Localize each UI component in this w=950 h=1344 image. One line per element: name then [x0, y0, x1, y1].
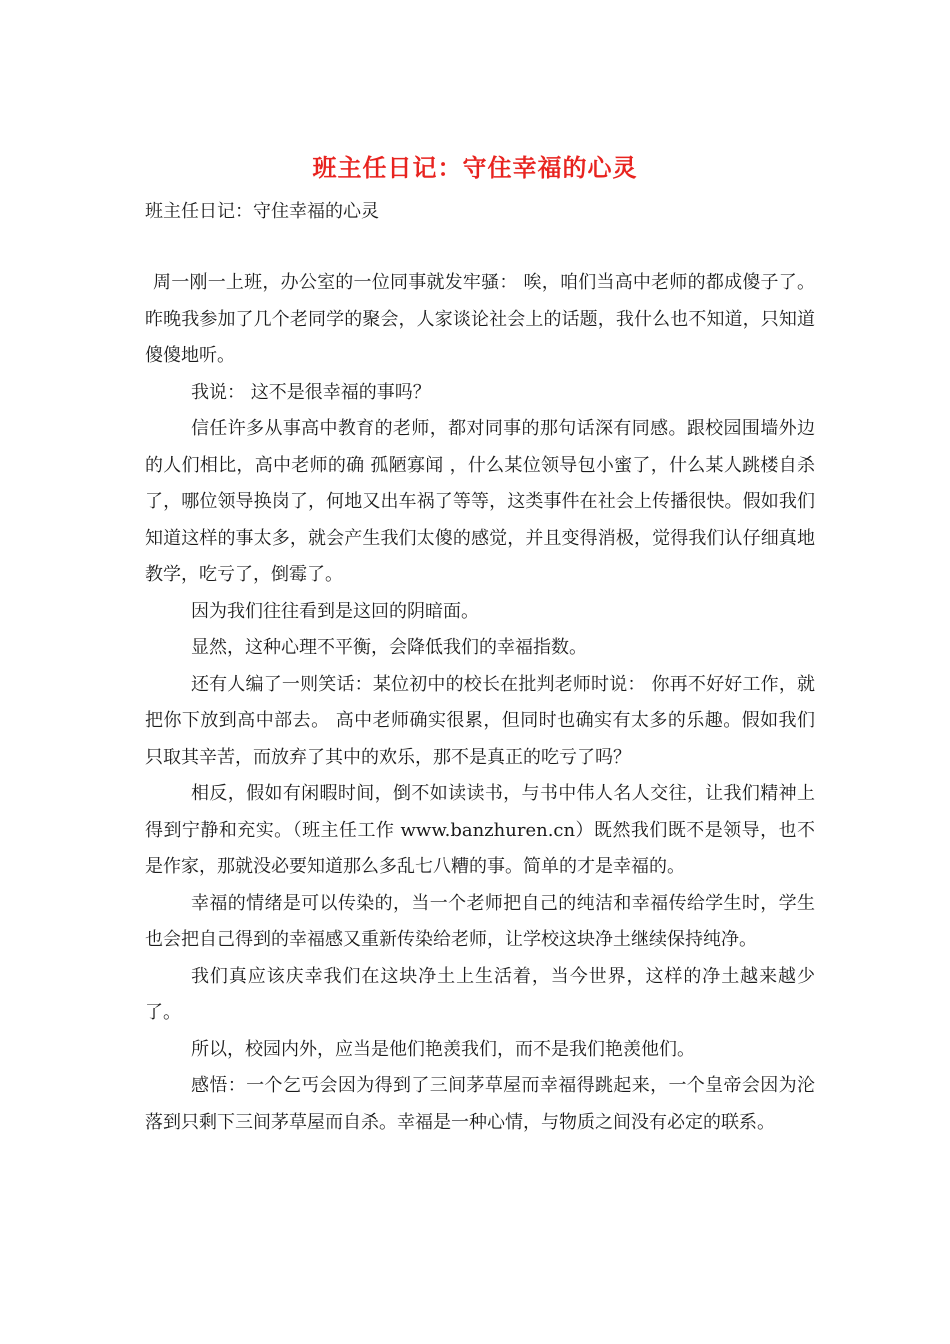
paragraph-4: 因为我们往往看到是这回的阴暗面。: [191, 600, 479, 622]
paragraph-7: 相反，假如有闲暇时间，倒不如读读书，与书中伟人名人交往，让我们精神上得到宁静和充实。（班主任工作 www.banzhuren.cn）既然我们既不是领导，也不是作家，那就没必要知道那么多乱七八糟的事。简单的才是幸福的。: [145, 783, 815, 877]
document-body: [145, 265, 815, 1141]
document-subtitle: 班主任日记：守住幸福的心灵: [145, 201, 379, 222]
paragraph-5: 显然，这种心理不平衡，会降低我们的幸福指数。: [191, 637, 587, 658]
paragraph-6: 还有人编了一则笑话：某位初中的校长在批判老师时说： 你再不好好工作，就把你下放到高中部去。 高中老师确实很累，但同时也确实有太多的乐趣。假如我们只取其辛苦，而放弃了其中的欢乐，那不是真正的吃亏了吗？: [145, 673, 815, 768]
paragraph-11: 感悟：一个乞丐会因为得到了三间茅草屋而幸福得跳起来，一个皇帝会因为沦落到只剩下三间茅草屋而自杀。幸福是一种心情，与物质之间没有必定的联系。: [145, 1075, 815, 1133]
document-title: 班主任日记：守住幸福的心灵: [312, 153, 638, 182]
paragraph-3: 信任许多从事高中教育的老师，都对同事的那句话深有同感。跟校园围墙外边的人们相比，高中老师的确 孤陋寡闻 ，什么某位领导包小蜜了，什么某人跳楼自杀了，哪位领导换岗了，何地又出车祸了等等，这类事件在社会上传播很快。假如我们知道这样的事太多，就会产生我们太傻的感觉，并且变得消极，觉得我们认仔细真地教学，吃亏了，倒霉了。: [145, 418, 815, 585]
paragraph-10: 所以，校园内外，应当是他们艳羡我们，而不是我们艳羡他们。: [191, 1038, 695, 1060]
paragraph-2: 我说： 这不是很幸福的事吗？: [191, 381, 431, 403]
paragraph-8: 幸福的情绪是可以传染的，当一个老师把自己的纯洁和幸福传给学生时，学生也会把自己得到的幸福感又重新传染给老师，让学校这块净土继续保持纯净。: [145, 892, 815, 950]
paragraph-1: 周一刚一上班，办公室的一位同事就发牢骚： 唉，咱们当高中老师的都成傻子了。昨晚我参加了几个老同学的聚会，人家谈论社会上的话题，我什么也不知道，只知道傻傻地听。: [145, 272, 815, 366]
paragraph-9: 我们真应该庆幸我们在这块净土上生活着，当今世界，这样的净土越来越少了。: [145, 965, 815, 1023]
